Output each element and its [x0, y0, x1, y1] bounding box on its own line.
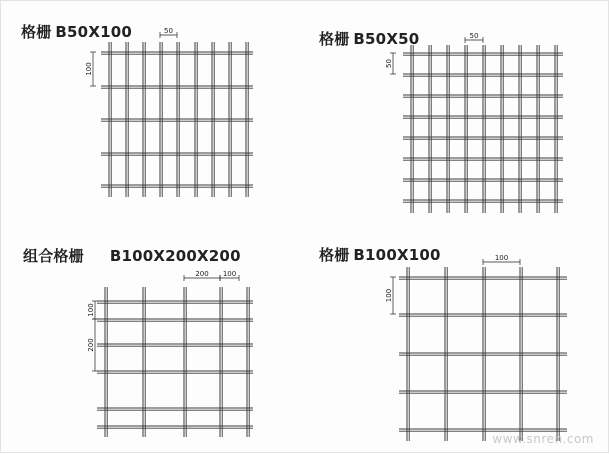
panel-name: 格栅: [21, 23, 52, 41]
watermark: www.snren.com: [492, 432, 594, 446]
panel-name: 格栅: [319, 246, 350, 264]
panel-name: 组合格栅: [23, 247, 84, 265]
grating-drawings: [1, 1, 609, 454]
grating-b50x100: [85, 27, 253, 197]
grating-b100x100: [385, 254, 567, 441]
dimension-label: 50: [164, 27, 173, 35]
grating-combo: [87, 270, 253, 437]
dimension-label: 200: [87, 338, 95, 352]
dimension-label: 50: [469, 32, 479, 40]
dimension-label: 200: [195, 270, 209, 278]
grating-b50x50: [385, 32, 563, 213]
dimension-label: 50: [385, 59, 393, 68]
panel-code: B50X50: [353, 30, 420, 48]
dimension-label: 100: [494, 254, 509, 262]
dimension-label: 100: [222, 270, 237, 278]
dimension-label: 100: [385, 288, 393, 303]
panel-code: B50X100: [55, 23, 132, 41]
dimension-label: 100: [87, 303, 95, 317]
panel-code: B100X100: [353, 246, 441, 264]
panel-name: 格栅: [319, 30, 350, 48]
dimension-label: 100: [85, 62, 93, 76]
panel-code: B100X200X200: [109, 247, 241, 265]
